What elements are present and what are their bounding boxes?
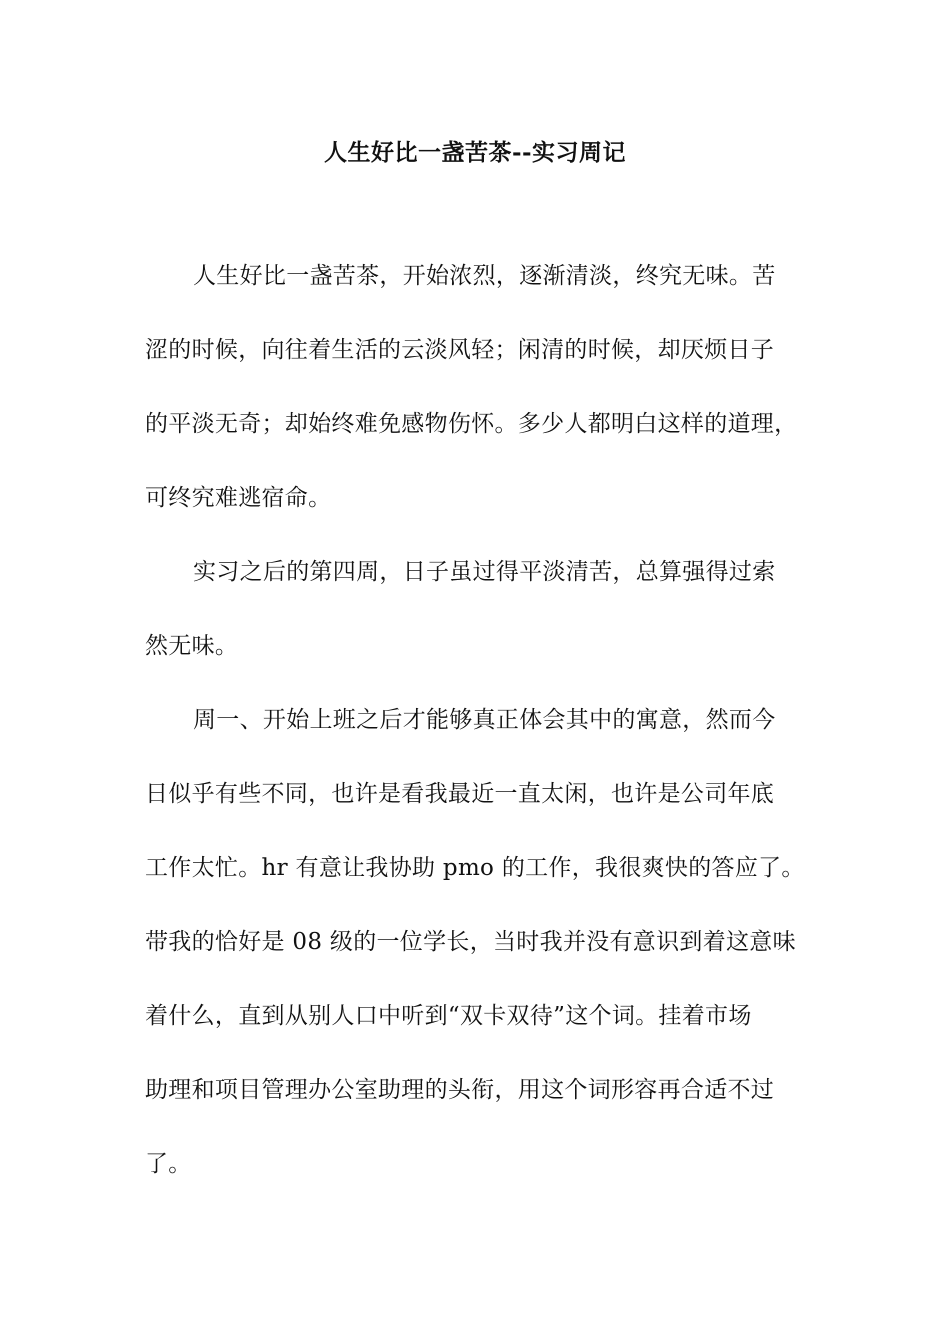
paragraph-line: 着什么，直到从别人口中听到“双卡双待”这个词。挂着市场 [145, 1003, 752, 1029]
paragraph-line: 的平淡无奇；却始终难免感物伤怀。多少人都明白这样的道理， [145, 411, 798, 437]
document-title: 人生好比一盏苦茶--实习周记 [323, 139, 627, 166]
paragraph-line: 了。 [145, 1151, 192, 1177]
paragraph-line: 日似乎有些不同，也许是看我最近一直太闲，也许是公司年底 [145, 781, 775, 807]
paragraph-line: 涩的时候，向往着生活的云淡风轻；闲清的时候，却厌烦日子 [145, 337, 775, 363]
paragraph-line: 带我的恰好是 08 级的一位学长，当时我并没有意识到着这意味 [145, 929, 796, 955]
document-body [145, 256, 825, 1218]
paragraph-line: 可终究难逃宿命。 [145, 485, 332, 511]
paragraph-line: 助理和项目管理办公室助理的头衔，用这个词形容再合适不过 [145, 1077, 775, 1103]
paragraph-line: 人生好比一盏苦茶，开始浓烈，逐渐清淡，终究无味。苦 [193, 263, 776, 289]
paragraph-line: 然无味。 [145, 633, 239, 659]
paragraph-line: 实习之后的第四周，日子虽过得平淡清苦，总算强得过索 [193, 559, 776, 585]
paragraph-line: 工作太忙。hr 有意让我协助 pmo 的工作，我很爽快的答应了。 [145, 855, 805, 881]
paragraph-line: 周一、开始上班之后才能够真正体会其中的寓意，然而今 [193, 707, 776, 733]
